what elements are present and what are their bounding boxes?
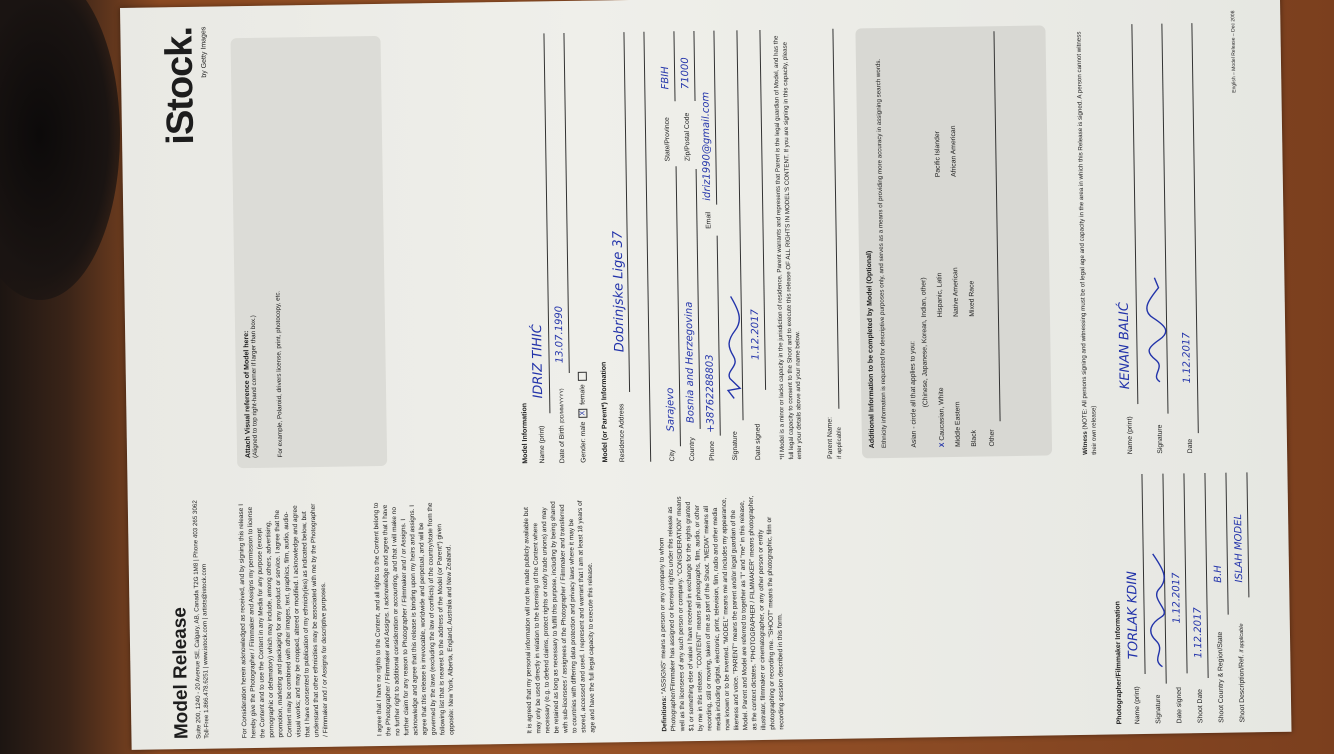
state-label: State/Province xyxy=(663,117,672,162)
model-name-value: IDRIZ TIHIĆ xyxy=(530,324,547,399)
witness-name-label: Name (print) xyxy=(1126,416,1135,455)
city-label: City xyxy=(669,449,677,462)
gender-label: Gender: xyxy=(580,438,588,463)
additional-info-heading: Additional Information to be completed by Model (Optional) xyxy=(865,250,877,449)
ethnicity-middle-eastern: Middle Eastern xyxy=(954,401,962,447)
privacy-paragraph: It is agreed that my personal information will not be made publicly available but may only be used directly in relation to the licensing of the Content where necessary (e.g. to defend claims, protect rights or notify trade unions) and may be retained as long as necessary to fulfill this purpose, including by being shared with sub-licensees / assignees of the Photographer / Filmmaker and transferred to countries with differing data protection and privacy laws where it may be stored, accessed and used. I represent and warrant that I am at least 18 years of age and have the full legal capacity to execute this release. xyxy=(522,500,597,734)
release-form-paper xyxy=(120,0,1292,750)
dob-label-text: Date of Birth xyxy=(558,425,567,464)
ethnicity-caucasian-label: Caucasian, White xyxy=(938,387,946,441)
definitions-text: "ASSIGNS" means a person or any company to whom Photographer/Filmmaker has assigned or licensed rights under this release as well as the licensees of any such person or company. "CONSIDERATION" means $1 or something else of value I have received in exchange for the rights granted by me in this release. "CONTENT" means all photographs, film, audio, or other recording, still or moving, taken of me as part of the Shoot. "MEDIA" means all media including digital, electronic, print, television, film, radio and other media now known or to be invented. "MODEL" means me and includes my appearance, likeness and voice. "PARENT" means the parent and/or legal guardian of the Model. Parent and Model are referred to together as "I" and "me" in this release, as the context dictates. "PHOTOGRAPHER / FILMMAKER" means photographer, illustrator, filmmaker or cinematographer, or any other person or entity photographing or recording me. "SHOOT" means the photographic, film or recording session described in this form. xyxy=(658,495,786,732)
parent-name-line xyxy=(832,29,839,409)
attach-example: For example, Polaroid, drivers license, print, photocopy, etc. xyxy=(274,290,285,458)
dob-hint: (DD/MM/YYYY) xyxy=(559,388,566,424)
witness-heading: Witness xyxy=(1081,431,1090,455)
ethnicity-black: Black xyxy=(970,429,978,447)
photographer-name-line xyxy=(1141,474,1145,674)
shoot-country-label: Shoot Country & Region/State xyxy=(1216,631,1226,723)
gender-male-checkbox[interactable]: X xyxy=(578,409,587,418)
address-line-2: Toll-Free 1.866.478.6251 | www.istock.com | artists@istock.com xyxy=(201,563,211,739)
witness-date-label: Date xyxy=(1186,438,1195,454)
gender-female-checkbox[interactable] xyxy=(578,371,587,380)
ethnicity-pacific: Pacific Islander xyxy=(934,131,942,178)
parent-name-label: Parent Name: xyxy=(826,416,835,459)
shoot-country-line xyxy=(1225,473,1228,615)
ethnicity-mark: X xyxy=(938,442,946,448)
date-signed-label: Date signed xyxy=(754,423,763,461)
gender-male-label: male xyxy=(579,421,588,437)
photographer-name-value: TORLAK KDIN xyxy=(1124,570,1142,660)
witness-signature-label: Signature xyxy=(1156,424,1165,454)
zip-label: Zip/Postal Code xyxy=(683,112,692,162)
date-signed-value: 1.12.2017 xyxy=(749,309,762,361)
shoot-description-value: ISLAH MODEL xyxy=(1233,513,1246,583)
form-footer: English – Model Release – Dec 2008 xyxy=(1230,10,1238,93)
model-name-label: Name (print) xyxy=(538,425,547,464)
shoot-description-line xyxy=(1246,472,1249,597)
minor-notice: *If Model is a minor or lacks capacity in the jurisdiction of residence, Parent warrants and represents that Parent is the legal guardian of Model, and has the full legal capacity to consent to the Shoot and to execute this release OF ALL RIGHTS IN MODEL'S CONTENT. If you are signing in this capacity, please enter your details above and your name below. xyxy=(772,35,804,460)
logo-subtext: by Getty Images xyxy=(200,26,209,78)
definitions-paragraph xyxy=(658,495,787,732)
phone-line xyxy=(717,236,721,436)
asian-circle-label: Asian - circle all that applies to you: xyxy=(909,340,919,448)
address-line-1: Suite 200, 1240 - 20 Avenue SE, Calgary, AB, Canada T2G 1M8 | Phone 403 265 3062 xyxy=(191,500,203,739)
parent-info-heading: Model (or Parent*) Information xyxy=(600,361,610,463)
email-line xyxy=(713,31,717,205)
ethnicity-mixed: Mixed Race xyxy=(968,280,976,317)
parent-name-hint: if applicable xyxy=(836,427,844,459)
witness-note xyxy=(1075,25,1099,455)
gender-row xyxy=(578,369,588,462)
photographer-signature xyxy=(1147,549,1169,669)
model-info-heading: Model Information xyxy=(521,402,530,464)
ethnicity-caucasian xyxy=(938,387,946,447)
shoot-country-value: B.H xyxy=(1212,565,1225,583)
dob-value: 13.07.1990 xyxy=(553,305,566,364)
witness-text: (NOTE: All persons signing and witnessing must be of legal age and capacity in the area in which this Release is signed. A person cannot witness their own release) xyxy=(1075,31,1098,455)
attach-heading: Attach Visual reference of Model here: xyxy=(243,330,253,459)
phone-label: Phone xyxy=(708,441,717,461)
visual-reference-box xyxy=(230,36,387,468)
model-signature-label: Signature xyxy=(731,431,740,461)
istock-logo xyxy=(160,27,209,145)
rights-paragraph: I agree that I have no rights to the Content, and all rights to the Content belong to the Photographer / Filmmaker and Assigns. I acknowledge and agree that I have no further right to additional consideration or accounting, and that I will make no further claim for any reason to Photographer / Filmmaker and / or Assigns. I acknowledge and agree that this release is binding upon my heirs and assigns. I agree that this release is irrevocable, worldwide and perpetual, and will be governed by the laws (excluding the law of conflicts) of the country/state from the following list that is nearest to the address of the Model (or Parent*) given opposite: New York, Alberta, England, Australia and New Zealand. xyxy=(372,502,456,737)
shoot-date-line xyxy=(1204,473,1208,678)
state-value: FBIH xyxy=(659,66,672,90)
shoot-date-value: 1.12.2017 xyxy=(1192,607,1205,659)
model-signature xyxy=(723,290,745,400)
state-line xyxy=(673,31,675,101)
dob-label xyxy=(558,388,566,463)
shoot-description-hint: if applicable xyxy=(1238,623,1246,653)
gender-female-label: female xyxy=(579,384,587,405)
additional-info-text: Ethnicity information is requested for descriptive purposes only, and serves as a means of providing more accuracy in assigning search words. xyxy=(874,58,889,449)
shoot-date-label: Shoot Date xyxy=(1196,689,1205,724)
witness-signature xyxy=(1144,274,1168,384)
email-value: idriz1990@gmail.com xyxy=(700,91,714,201)
country-label: Country xyxy=(688,437,697,462)
form-content xyxy=(120,0,1292,750)
zip-line xyxy=(693,31,695,101)
ethnicity-african: African American xyxy=(949,125,958,177)
city-line xyxy=(676,166,681,446)
asian-options: (Chinese, Japanese, Korean, Indian, other) xyxy=(920,277,930,408)
zip-value: 71000 xyxy=(679,57,692,90)
residence-label: Residence Address xyxy=(618,403,627,463)
shoot-description-label xyxy=(1238,623,1247,722)
definitions-heading: Definitions: xyxy=(660,695,669,732)
residence-value: Dobrinjske Lige 37 xyxy=(610,230,628,353)
ethnicity-native: Native American xyxy=(952,267,960,317)
phone-value: +38762288803 xyxy=(704,354,717,433)
residence-line-2 xyxy=(643,32,651,462)
photographer-date-label: Date signed xyxy=(1175,687,1184,724)
ethnicity-other: Other xyxy=(988,429,996,447)
logo-text: iStock. xyxy=(158,26,203,145)
email-label: Email xyxy=(705,211,713,229)
photographer-heading: Photographer/Filmmaker Information xyxy=(1114,601,1124,725)
photographer-date-line xyxy=(1183,473,1187,673)
photographer-name-label: Name (print) xyxy=(1133,686,1142,725)
city-value: Sarajevo xyxy=(665,387,677,432)
company-address xyxy=(190,399,212,739)
photographer-date-value: 1.12.2017 xyxy=(1170,572,1183,624)
witness-name-value: KENAN BALIĆ xyxy=(1116,301,1134,390)
shoot-description-label-text: Shoot Description/Ref. xyxy=(1238,654,1247,723)
witness-date-value: 1.12.2017 xyxy=(1181,332,1194,384)
attach-subheading: (Aligned to top right-hand corner if larger than box.) xyxy=(249,315,260,458)
photographer-signature-label: Signature xyxy=(1154,694,1163,724)
country-value: Bosnia and Herzegovina xyxy=(683,301,697,424)
country-line xyxy=(696,169,701,429)
form-title: Model Release xyxy=(169,606,193,740)
consideration-paragraph: For Consideration herein acknowledged as received, and by signing this release I hereby give the Photographer / Filmmaker and Assigns my permission to license the Content and to use the Content in any Media for any purpose (except pornographic or defamatory) which may include, among others, advertising, promotion, marketing and packaging for any product or service. I agree that the Content may be combined with other images, text, graphics, film, audio, audio-visual works; and may be cropped, altered or modified. I acknowledge and agree that I have consented to publication of my ethnicity(ies) as indicated below, but understand that other ethnicities may be associated with me by the Photographer / Filmmaker and / or Assigns for descriptive purposes. xyxy=(237,503,330,739)
ethnicity-hispanic: Hispanic, Latin xyxy=(936,272,944,318)
